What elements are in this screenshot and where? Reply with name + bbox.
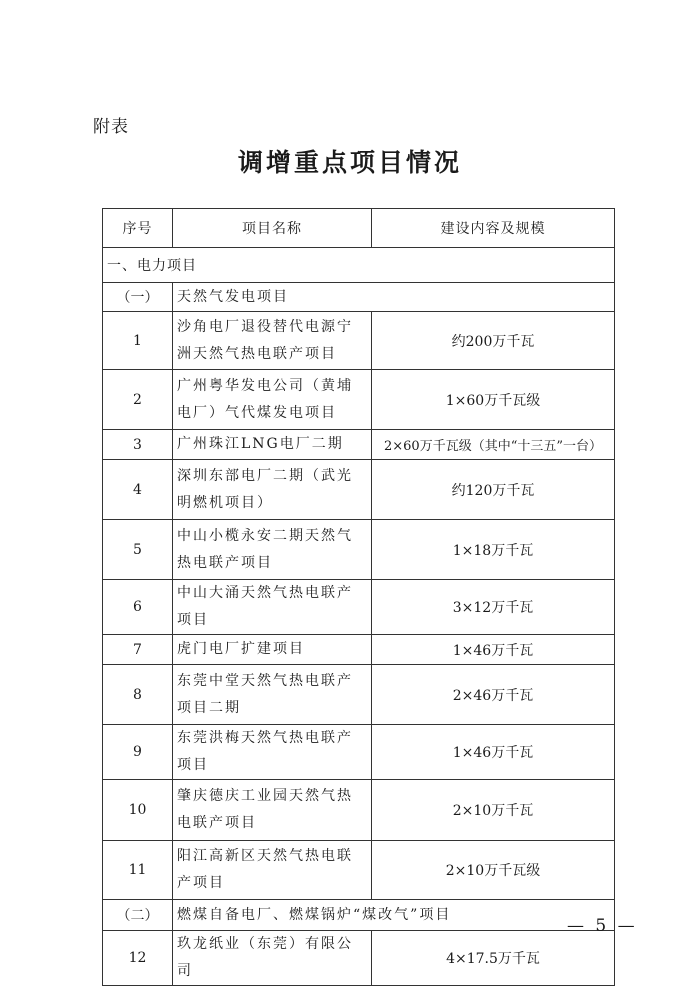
- group-no: （二）: [103, 900, 173, 931]
- row-scale: 2×10万千瓦级: [372, 841, 615, 900]
- group-row: [103, 283, 615, 312]
- row-name: 玖龙纸业（东莞）有限公司: [173, 931, 372, 986]
- document-title: 调增重点项目情况: [237, 148, 462, 177]
- appendix-label: 附表: [93, 117, 129, 137]
- row-scale: 4×17.5万千瓦: [372, 931, 615, 986]
- projects-table: [102, 208, 615, 986]
- row-name: 阳江高新区天然气热电联产项目: [173, 841, 372, 900]
- page-number: — 5 —: [567, 916, 638, 936]
- row-name: 中山小榄永安二期天然气热电联产项目: [173, 520, 372, 580]
- row-no: 1: [103, 312, 173, 370]
- row-no: 4: [103, 460, 173, 520]
- row-no: 10: [103, 780, 173, 841]
- row-scale: 约200万千瓦: [372, 312, 615, 370]
- row-name: 肇庆德庆工业园天然气热电联产项目: [173, 780, 372, 841]
- row-name: 东莞洪梅天然气热电联产项目: [173, 725, 372, 780]
- section-title: 一、电力项目: [103, 248, 615, 283]
- row-no: 7: [103, 635, 173, 665]
- row-name: 广州珠江LNG电厂二期: [173, 430, 372, 460]
- row-no: 12: [103, 931, 173, 986]
- group-row: [103, 900, 615, 931]
- table-row: [103, 312, 615, 370]
- section-row: [103, 248, 615, 283]
- header-no: 序号: [103, 209, 173, 248]
- row-name: 东莞中堂天然气热电联产项目二期: [173, 665, 372, 725]
- table-row: [103, 580, 615, 635]
- group-name: 天然气发电项目: [173, 283, 615, 312]
- row-scale: 2×10万千瓦: [372, 780, 615, 841]
- row-name: 广州粤华发电公司（黄埔电厂）气代煤发电项目: [173, 370, 372, 430]
- table-row: [103, 780, 615, 841]
- row-no: 2: [103, 370, 173, 430]
- table-header-row: [103, 209, 615, 248]
- row-name: 中山大涌天然气热电联产项目: [173, 580, 372, 635]
- table-row: [103, 370, 615, 430]
- row-no: 9: [103, 725, 173, 780]
- table-row: [103, 665, 615, 725]
- row-scale: 1×60万千瓦级: [372, 370, 615, 430]
- header-name: 项目名称: [173, 209, 372, 248]
- table-row: [103, 841, 615, 900]
- table-row: [103, 520, 615, 580]
- row-name: 深圳东部电厂二期（武光明燃机项目）: [173, 460, 372, 520]
- row-scale: 1×46万千瓦: [372, 725, 615, 780]
- row-no: 3: [103, 430, 173, 460]
- row-scale: 1×18万千瓦: [372, 520, 615, 580]
- row-name: 虎门电厂扩建项目: [173, 635, 372, 665]
- table-row: [103, 635, 615, 665]
- row-no: 8: [103, 665, 173, 725]
- row-scale: 1×46万千瓦: [372, 635, 615, 665]
- row-no: 6: [103, 580, 173, 635]
- row-scale: 2×60万千瓦级（其中“十三五”一台）: [372, 430, 615, 460]
- table-row: [103, 725, 615, 780]
- row-scale: 3×12万千瓦: [372, 580, 615, 635]
- table-row: [103, 430, 615, 460]
- table-row: [103, 931, 615, 986]
- group-name: 燃煤自备电厂、燃煤锅炉“煤改气”项目: [173, 900, 615, 931]
- table-row: [103, 460, 615, 520]
- row-no: 11: [103, 841, 173, 900]
- group-no: （一）: [103, 283, 173, 312]
- header-scale: 建设内容及规模: [372, 209, 615, 248]
- row-scale: 2×46万千瓦: [372, 665, 615, 725]
- row-name: 沙角电厂退役替代电源宁洲天然气热电联产项目: [173, 312, 372, 370]
- row-no: 5: [103, 520, 173, 580]
- row-scale: 约120万千瓦: [372, 460, 615, 520]
